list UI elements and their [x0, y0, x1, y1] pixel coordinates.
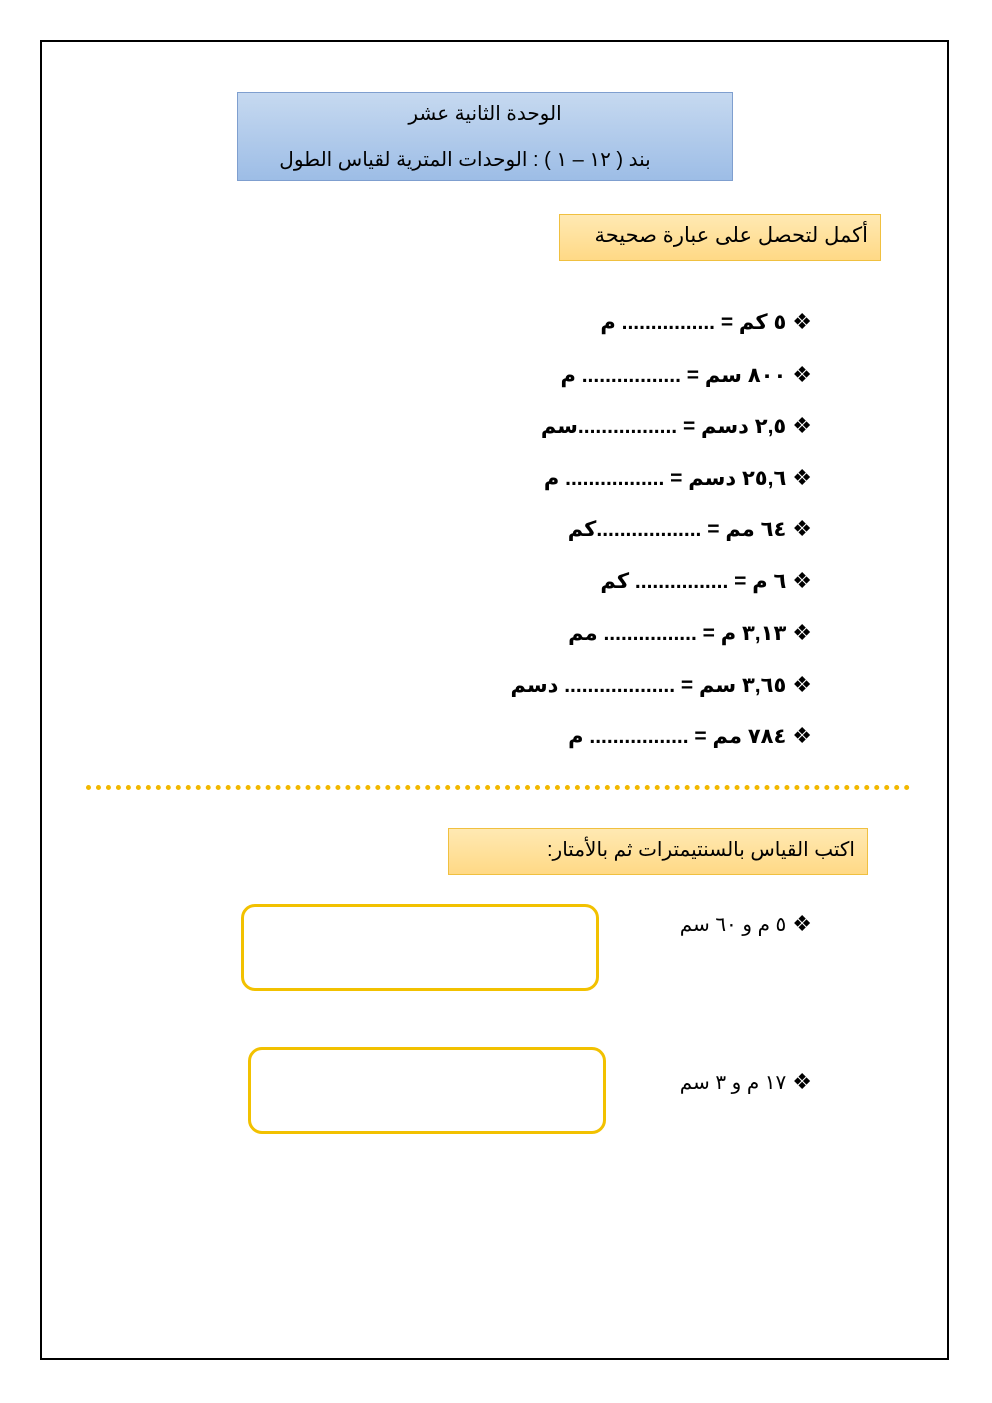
title-box	[237, 92, 733, 181]
answer-box[interactable]	[248, 1047, 606, 1134]
exercise-text: ٨٠٠ سم = ................. م	[560, 364, 787, 387]
diamond-bullet-icon: ❖	[792, 620, 812, 645]
exercise-text: ٢٥,٦ دسم = ................. م	[543, 467, 787, 490]
measure-text: ٥ م و ٦٠ سم	[679, 914, 787, 936]
diamond-bullet-icon: ❖	[792, 309, 812, 334]
exercise-text: ٣,٦٥ سم = ................... دسم	[510, 674, 787, 697]
exercise-text: ٦٤ مم = ..................كم	[567, 518, 787, 541]
exercise-text: ٣,١٣ م = ................ مم	[568, 622, 787, 645]
exercise-item	[600, 566, 812, 596]
dotted-divider	[86, 785, 910, 790]
exercise-item	[544, 463, 812, 493]
measure-item	[680, 909, 812, 939]
exercise-text: ٥ كم = ................ م	[600, 311, 787, 334]
diamond-bullet-icon: ❖	[792, 516, 812, 541]
exercise-item	[568, 514, 812, 544]
measure-text: ١٧ م و ٣ سم	[679, 1072, 787, 1094]
unit-title: الوحدة الثانية عشر	[408, 103, 562, 125]
instruction-complete: أكمل لتحصل على عبارة صحيحة	[559, 214, 881, 261]
diamond-bullet-icon: ❖	[792, 1069, 812, 1094]
diamond-bullet-icon: ❖	[792, 362, 812, 387]
exercise-text: ٧٨٤ مم = ................. م	[568, 725, 787, 748]
exercise-item	[510, 670, 812, 700]
diamond-bullet-icon: ❖	[792, 911, 812, 936]
exercise-item	[541, 411, 812, 441]
exercise-text: ٦ م = ................ كم	[600, 570, 787, 593]
exercise-text: ٢,٥ دسم = .................سم	[540, 415, 787, 438]
diamond-bullet-icon: ❖	[792, 413, 812, 438]
lesson-title: بند ( ١٢ – ١ ) : الوحدات المترية لقياس الطول	[279, 149, 651, 171]
instruction-convert: اكتب القياس بالسنتيمترات ثم بالأمتار:	[448, 828, 868, 875]
answer-box[interactable]	[241, 904, 599, 991]
exercise-item	[561, 360, 813, 390]
exercise-item	[568, 618, 812, 648]
diamond-bullet-icon: ❖	[792, 723, 812, 748]
diamond-bullet-icon: ❖	[792, 465, 812, 490]
exercise-item	[568, 721, 812, 751]
diamond-bullet-icon: ❖	[792, 568, 812, 593]
measure-item	[680, 1067, 812, 1097]
exercise-item	[600, 307, 812, 337]
diamond-bullet-icon: ❖	[792, 672, 812, 697]
